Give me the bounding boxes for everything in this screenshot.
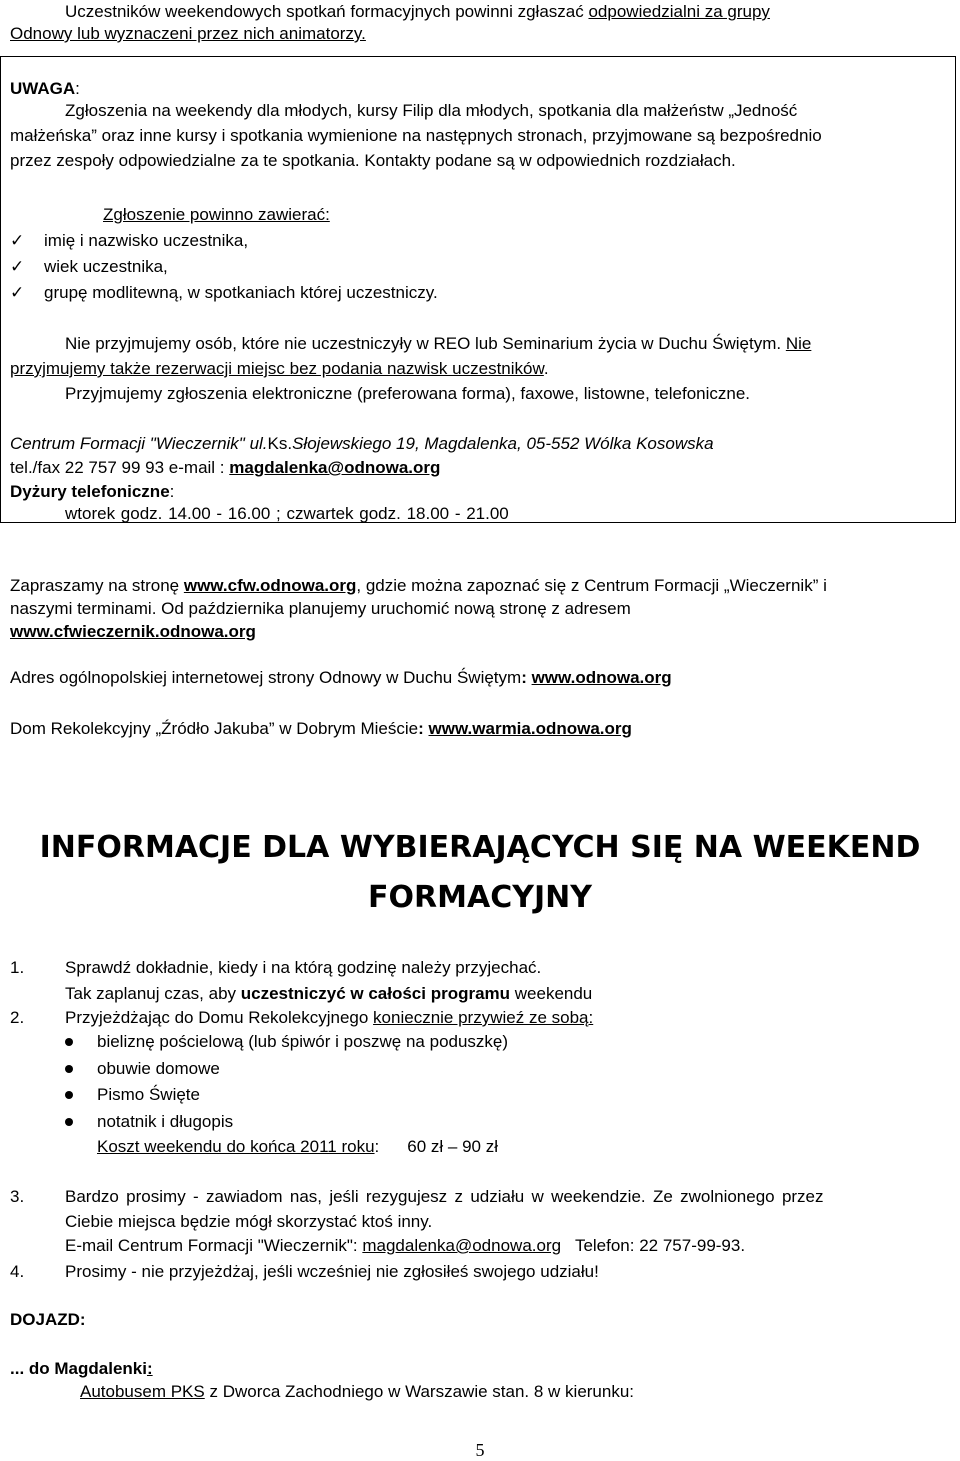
page-title: INFORMACJE DLA WYBIERAJĄCYCH SIĘ NA WEEKEND — [39, 830, 921, 865]
directions-title: DOJAZD: — [10, 1310, 86, 1329]
notice-text-2: małżeńska” oraz inne kursy i spotkania wymienione na następnych stronach, przyjmowane są bezpośrednio — [10, 126, 822, 145]
step-1: Sprawdź dokładnie, kiedy i na którą godzinę należy przyjechać. — [65, 958, 542, 977]
center-contact: tel./fax 22 757 99 93 e-mail : magdalenka@odnowa.org — [10, 458, 441, 477]
page-title-2: FORMACYJNY — [368, 880, 592, 915]
bullet-icon — [65, 1065, 73, 1073]
rule-2: przyjmujemy także rezerwacji miejsc bez podania nazwisk uczestników. — [10, 359, 549, 378]
duty-title: Dyżury telefoniczne: — [10, 482, 175, 501]
requirements-title: Zgłoszenie powinno zawierać: — [103, 205, 330, 224]
responsible-leaders: odpowiedzialni za grupy — [588, 2, 770, 21]
list-item: notatnik i długopis — [97, 1112, 234, 1131]
duty-hours: wtorek godz. 14.00 - 16.00 ; czwartek godz. 18.00 - 21.00 — [65, 504, 509, 523]
notice-text-3: przez zespoły odpowiedzialne za te spotkania. Kontakty podane są w odpowiednich rozdziałach. — [10, 151, 736, 170]
directions-subtitle: ... do Magdalenki: — [10, 1359, 153, 1378]
step-number: 4. — [10, 1262, 25, 1281]
rule-1: Nie przyjmujemy osób, które nie uczestniczyły w REO lub Seminarium życia w Duchu Świętym. Nie — [65, 334, 812, 353]
step-number: 3. — [10, 1187, 25, 1206]
step-2: Przyjeżdżając do Domu Rekolekcyjnego koniecznie przywieź ze sobą: — [65, 1008, 594, 1027]
requirement-item: ✓ imię i nazwisko uczestnika, — [10, 231, 249, 250]
page-number: 5 — [475, 1440, 485, 1460]
check-icon: ✓ — [10, 231, 25, 250]
step-4: Prosimy - nie przyjeżdżaj, jeśli wcześniej nie zgłosiłeś swojego udziału! — [65, 1262, 599, 1281]
email-link[interactable]: magdalenka@odnowa.org — [362, 1236, 562, 1255]
check-icon: ✓ — [10, 283, 25, 302]
list-item: obuwie domowe — [97, 1059, 220, 1078]
step-3-contact: E-mail Centrum Formacji "Wieczernik": magdalenka@odnowa.org Telefon: 22 757-99-93. — [65, 1236, 746, 1255]
requirement-item: ✓ wiek uczestnika, — [10, 257, 168, 276]
intro-line-1: Uczestników weekendowych spotkań formacyjnych powinni zgłaszać odpowiedzialni za grupy — [65, 2, 770, 21]
notice-text-1: Zgłoszenia na weekendy dla młodych, kursy Filip dla młodych, spotkania dla małżeństw „Jedność — [65, 101, 798, 120]
rule-3: Przyjmujemy zgłoszenia elektroniczne (preferowana forma), faxowe, listowne, telefoniczne. — [65, 384, 751, 403]
cfwieczernik-link[interactable]: www.cfwieczernik.odnowa.org — [10, 622, 256, 641]
list-item: Pismo Święte — [97, 1085, 200, 1104]
cost-line: Koszt weekendu do końca 2011 roku: 60 zł – 90 zł — [97, 1137, 499, 1156]
step-1-detail: Tak zaplanuj czas, aby uczestniczyć w całości programu weekendu — [65, 984, 593, 1003]
bullet-icon — [65, 1091, 73, 1099]
center-address: Centrum Formacji "Wieczernik" ul.Ks.Słojewskiego 19, Magdalenka, 05-552 Wólka Kosowska — [10, 434, 714, 453]
list-item: bieliznę pościelową (lub śpiwór i poszwę na poduszkę) — [97, 1032, 509, 1051]
step-number: 2. — [10, 1008, 25, 1027]
national-site: Adres ogólnopolskiej internetowej strony Odnowy w Duchu Świętym: www.odnowa.org — [10, 668, 672, 687]
bullet-icon — [65, 1038, 73, 1046]
requirement-item: ✓ grupę modlitewną, w spotkaniach której uczestniczy. — [10, 283, 438, 302]
warmia-link[interactable]: www.warmia.odnowa.org — [428, 719, 632, 738]
cfw-link[interactable]: www.cfw.odnowa.org — [183, 576, 357, 595]
odnowa-link[interactable]: www.odnowa.org — [531, 668, 672, 687]
check-icon: ✓ — [10, 257, 25, 276]
step-3: Bardzo prosimy - zawiadom nas, jeśli rezygujesz z udziału w weekendzie. Ze zwolnionego przez — [65, 1187, 824, 1206]
bullet-icon — [65, 1118, 73, 1126]
notice-label: UWAGA: — [10, 79, 80, 98]
links-paragraph-2: naszymi terminami. Od października planujemy uruchomić nową stronę z adresem — [10, 599, 631, 618]
intro-line-2: Odnowy lub wyznaczeni przez nich animatorzy. — [10, 24, 366, 43]
retreat-site: Dom Rekolekcyjny „Źródło Jakuba” w Dobrym Mieście: www.warmia.odnowa.org — [10, 719, 632, 738]
step-3-cont: Ciebie miejsca będzie mógł skorzystać ktoś inny. — [65, 1212, 433, 1231]
bus-directions: Autobusem PKS z Dworca Zachodniego w Warszawie stan. 8 w kierunku: — [80, 1382, 635, 1401]
links-paragraph-1: Zapraszamy na stronę www.cfw.odnowa.org, gdzie można zapoznać się z Centrum Formacji „Wieczernik” i — [10, 576, 827, 595]
email-link[interactable]: magdalenka@odnowa.org — [229, 458, 441, 477]
step-number: 1. — [10, 958, 25, 977]
